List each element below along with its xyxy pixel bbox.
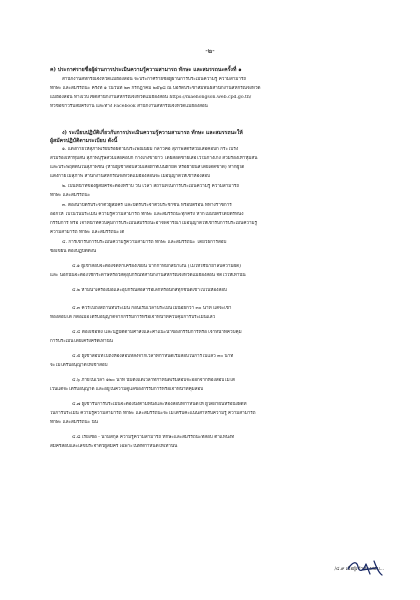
rule-4-7-line: ๔.๗ ผู้เข้ารับการประเมินจะต้องนั่งตามที่นั่งและห้องสอบที่กำหนดให้ ผู้ใดฝ่าฝืนหรือนั่งผิดที่: [72, 402, 247, 407]
rule-4-4-line: การประเมินโดยเคร่งครัดเท่านั้น: [50, 339, 113, 344]
rule-3-line: กรรมการ หรือ เจ้าหน้าที่ควบคุมการประเมินสมรรถนะอาจพิจารณาไม่อนุญาตให้เข้ารับการประเมินความรู้: [50, 221, 258, 226]
rule-4-6-line: เว้นแต่จะได้รับอนุญาต และอยู่ในความดูแลของกรรมการหรือเจ้าหน้าที่คุมสอบ: [50, 387, 204, 392]
rule-4-4-line: ๔.๔ ต้องเชื่อฟัง และปฏิบัติตามคำสั่งและคำแนะนำของกรรมการหรือ เจ้าหน้าที่ควบคุม: [72, 330, 242, 335]
rule-4-8-line: ๔.๘ เรียงชื่อ - นามสกุล ความรู้ความสามารถ ทักษะและสมรรถนะที่สอบ ตำแหน่งที่: [72, 435, 235, 440]
section-a-line: แม่ฮ่องสอน ทางเว็บไซต์สำนักงานสหกรณ์จังหวัดแม่ฮ่องสอน https://maehongson.web.cpd.go.th/: [50, 95, 252, 100]
rule-4-line: ข้อเขียน ต้องปฏิบัติดังนี้: [50, 249, 97, 254]
rule-4-1-line: และ นอกนั้นจะต้องใช้กระดาษหรือวัสดุอุปกรณ์ที่สำนักงานสหกรณ์จังหวัดแม่ฮ่องสอน จัดไว้ให้เท่านั้น: [50, 273, 246, 278]
rule-1-line: ๑. แต่งกายให้สุภาพเรียบร้อยตามประเพณีนิยม กล่าวคือ สุภาพสตรีสวมเสื้อคอปก กระโปรง: [62, 147, 239, 152]
rule-1-line: สวมรองเท้าหุ้มส้น สุภาพบุรุษสวมเสื้อคอปก กางเกงขายาว โดยสอดชายเสื้อไว้ในกางเกง สวมรองเท้าหุ้มส้น: [50, 156, 258, 161]
rule-3-line: ความสามารถ ทักษะ และสมรรถนะได้: [50, 230, 125, 235]
rule-4-5-line: ๔.๕ ผู้เข้าสอบที่ไปถึงห้องสอบหลังจากเวลาที่กำหนดเริ่มสอบในการไปแล้ว ๓๐ นาที: [72, 354, 234, 359]
section-a-line: หัวข้อข่าวรับสมัครงาน และทาง Facebook สำนักงานสหกรณ์จังหวัดแม่ฮ่องสอน: [50, 104, 208, 109]
rule-4-line: ๔. การเข้ารับการประเมินความรู้ความสามารถ ทักษะ และสมรรถนะ โดยวิธีการสอบ: [62, 240, 227, 245]
section-b-heading: ง) ระเบียบปฏิบัติเกี่ยวกับการประเมินความรู้ความสามารถ ทักษะ และสมรรถนะให้: [62, 130, 243, 136]
section-a-line: ทักษะ และสมรรถนะ ครั้งที่ ๑ ในวันที่ ๒๓ กรกฎาคม ๒๕๖๘ ณ บอร์ดประชาสัมพันธ์สำนักงานสหกรณ์จังหวัด: [50, 86, 261, 91]
rule-4-2-line: ๔.๒ ห้ามนำเครื่องมือและอุปกรณ์สื่อสารอิเล็กทรอนิกส์ทุกชนิดเข้าไปในห้องสอบ: [72, 288, 227, 293]
rule-1-line: แต่งกายไม่สุภาพ สำนักงานสหกรณ์จังหวัดแม่ฮ่องสอนจะไม่อนุญาตให้เข้าห้องสอบ: [50, 174, 211, 179]
rule-4-3-line: ๔.๓ ควรไปถึงสถานที่ประเมิน ก่อนเริ่มเวลาประเมินไม่น้อยกว่า ๓๐ นาที แต่จะเข้า: [72, 306, 232, 311]
rule-4-1-line: ๔.๑ ผู้เข้าสอบจะต้องจัดหาเครื่องเขียน ปากกาหมึกสีน้ำเงิน (ไม่ให้ใช้น้ำยาลบความผิด): [72, 264, 241, 269]
rule-4-7-line: ในการประเมิน ความรู้ความสามารถ ทักษะ และสมรรถนะจะไม่ได้รับคะแนนสำหรับความรู้ ความสามารถ: [50, 411, 256, 416]
rule-4-8-line: สมัครสอบและเลขประจำตัวผู้สมัคร เฉพาะในที่ที่กำหนดให้เท่านั้น: [50, 444, 178, 449]
section-b-heading-cont: ผู้สมัครปฏิบัติตามระเบียบ ดังนี้: [50, 138, 118, 144]
continuation-note: /๔.๙ เมื่อผู้เข้าห้องสอบ...: [334, 567, 384, 572]
rule-2-line: ๒. เป็นหน้าที่ของผู้สมัครจะต้องทราบ วัน เวลา สถานที่ในการประเมินความรู้ ความสามารถ: [62, 184, 240, 189]
rule-2-line: ทักษะ และสมรรถนะ: [50, 193, 91, 198]
rule-3-line: ออกให้ ไปในวันประเมิน ความรู้ความสามารถ ทักษะ และสมรรถนะทุกครั้ง หากไม่มีบัตรใดบัตรหนึ่ง: [50, 212, 244, 217]
section-a-line: สำนักงานสหกรณ์จังหวัดแม่ฮ่องสอน จะประกาศรายชื่อผู้ผ่านการประเมินความรู้ ความสามารถ: [62, 77, 247, 82]
rule-4-5-line: จะไม่ได้รับอนุญาตให้เข้าสอบ: [50, 363, 108, 368]
rule-4-6-line: ๔.๖ ภายในเวลา ๑๒๐ นาที นับตั้งแต่เวลาที่กำหนดเริ่มสอบจะออกจากห้องสอบไม่ได้: [72, 378, 235, 383]
rule-4-7-line: ทักษะ และสมรรถนะ นั้น: [50, 420, 98, 425]
rule-4-3-line: ห้องสอบได้ ก็ต่อเมื่อได้รับอนุญาตจากกรรมการหรือเจ้าหน้าที่ควบคุมการประเมินแล้ว: [50, 315, 216, 320]
section-a-heading: ค) ประกาศรายชื่อผู้ผ่านการประเมินความรู้ความสามารถ ทักษะ และสมรรถนะครั้งที่ ๑: [50, 67, 242, 73]
rule-3-line: ๓. ต้องนำบัตรประจำตัวผู้สมัคร และบัตรประจำตัวประชาชน หรือบัตรอื่น ที่ทางราชการ: [62, 203, 232, 208]
rule-1-line: และประพฤติตนในสุภาพชน (ห้ามผู้เข้าสอบสวมเสื้อผ้าที่เป็นผ้ายืด หรือผ้ายีนส์โดยเด็ดขาด) หากผู้ใด: [50, 165, 245, 170]
signature-mark: [344, 555, 386, 579]
page-number: -๒-: [205, 47, 215, 55]
